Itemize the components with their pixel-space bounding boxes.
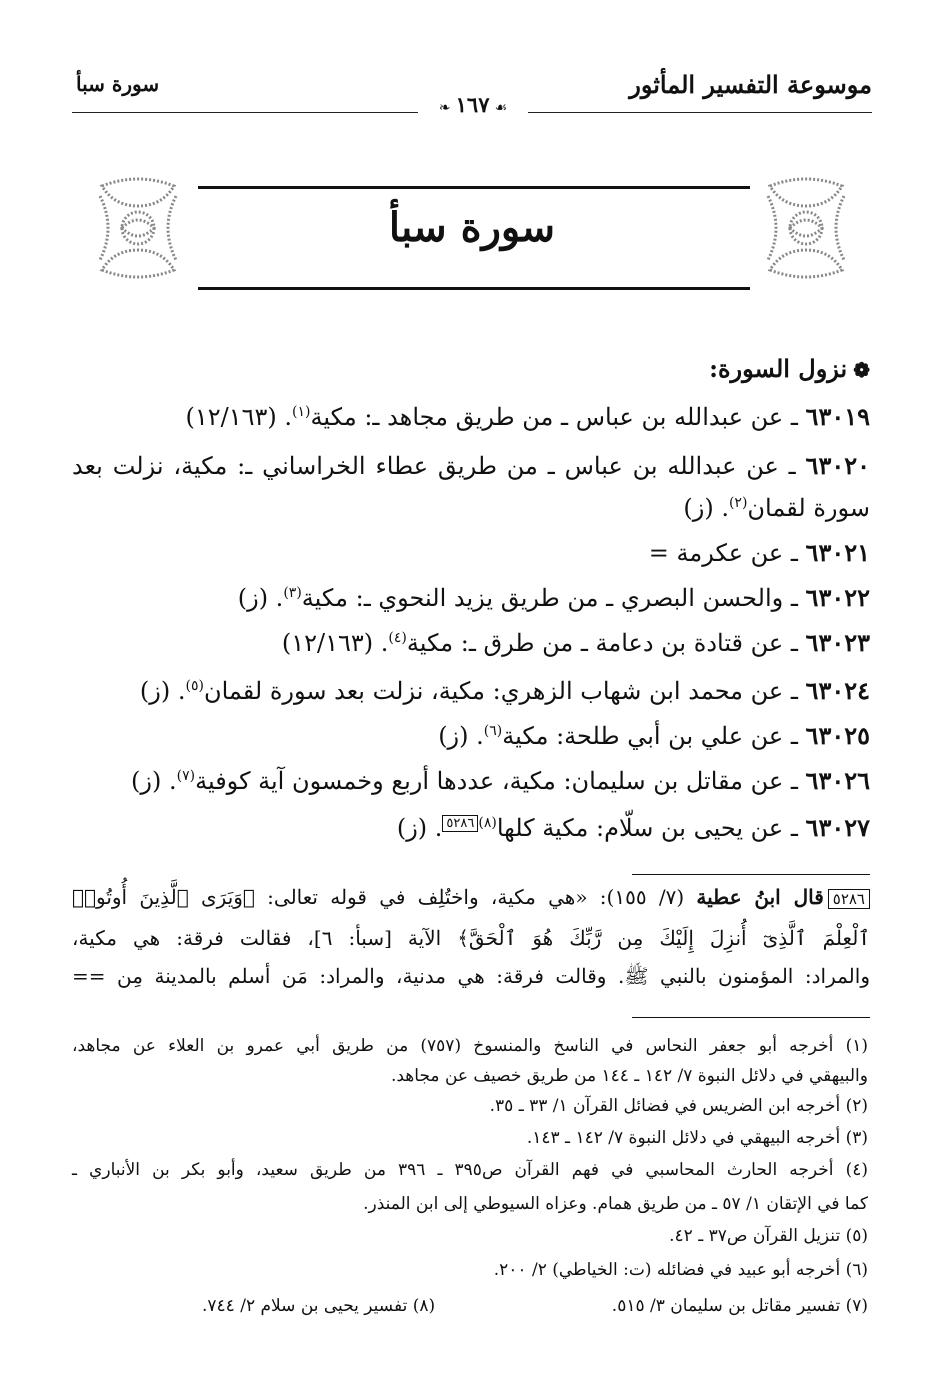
footnote: (٤) أخرجه الحارث المحاسبي في فهم القرآن ص٣٩٥ ـ ٣٩٦ من طريق سعيد، وأبو بكر بن الأنباري ـ: [72, 1160, 868, 1180]
narration-source: . (ز): [438, 722, 484, 750]
page-number: ١٦٧: [455, 92, 490, 117]
footnote: (٥) تنزيل القرآن ص٣٧ ـ ٤٢.: [669, 1226, 868, 1246]
narration-number: ٦٣٠٢٥: [805, 721, 870, 750]
commentary-line: [72, 962, 870, 990]
narration-source: . (١٢/١٦٣): [185, 403, 293, 431]
narration-number: ٦٣٠٢٧: [805, 813, 870, 842]
commentary-ref-box: ٥٢٨٦: [442, 815, 478, 832]
ornament-icon: ☙: [494, 99, 508, 116]
commentary-text: (٧/ ١٥٥): «هي مكية، واختُلِف في قوله تعالى: ﴿وَيَرَى ٱلَّذِينَ أُوتُوا۟: [72, 885, 697, 909]
narration-source: . (ز): [131, 767, 177, 795]
narration-source: . (ز): [683, 494, 729, 522]
narration-entry: [397, 813, 870, 843]
footnote: (٢) أخرجه ابن الضريس في فضائل القرآن ١/ ٣٣ ـ ٣٥.: [489, 1096, 868, 1116]
running-header-book-title: موسوعة التفسير المأثور: [629, 70, 872, 99]
narration-text: ـ عن يحيى بن سلّام: مكية كلها: [496, 814, 806, 842]
narration-text: ـ عن عبدالله بن عباس ـ من طريق مجاهد ـ: مكية: [310, 403, 806, 431]
title-band-top-rule: [198, 186, 750, 189]
ornament-icon: ❧: [438, 99, 451, 116]
narration-number: ٦٣٠٢٠: [805, 451, 870, 480]
narration-text: سورة لقمان: [747, 494, 870, 522]
footnote: (٨) تفسير يحيى بن سلام ٢/ ٧٤٤.: [202, 1296, 436, 1316]
narration-text: ـ عن عكرمة =: [648, 539, 806, 567]
narration-source: . (ز): [237, 584, 284, 612]
footnote-ref: (٥): [185, 678, 204, 694]
narration-number: ٦٣٠١٩: [805, 402, 870, 431]
narration-entry: [140, 676, 870, 706]
narration-text: ـ عن علي بن أبي طلحة: مكية: [502, 722, 806, 750]
surah-title: سورة سبأ: [388, 204, 556, 251]
narration-text: ـ عن قتادة بن دعامة ـ من طرق ـ: مكية: [406, 629, 806, 657]
footnote: (١) أخرجه أبو جعفر النحاس في الناسخ والمنسوخ (٧٥٧) من طريق أبي عمرو بن العلاء عن مجاهد،: [72, 1036, 869, 1056]
footnote-separator: [632, 1017, 870, 1018]
footnote: (٣) أخرجه البيهقي في دلائل النبوة ٧/ ١٤٢ ـ ١٤٣.: [526, 1128, 868, 1148]
commentary-line: [72, 883, 870, 913]
section-heading: ❁نزول السورة:: [709, 354, 870, 383]
narration-entry: [649, 538, 870, 568]
narration-source: . (ز): [139, 677, 186, 705]
title-band-bottom-rule: [198, 287, 750, 290]
narration-number: ٦٣٠٢٢: [805, 583, 870, 612]
footnote-ref: (٤): [388, 630, 407, 646]
commentary-author: قال ابنُ عطية: [696, 885, 824, 909]
arabesque-ornament-icon: [92, 176, 184, 280]
footnote: (٧) تفسير مقاتل بن سليمان ٣/ ٥١٥.: [611, 1296, 868, 1316]
flower-ornament-icon: ❁: [853, 358, 870, 382]
narration-continuation: [683, 493, 870, 523]
narration-source: . (ز): [396, 814, 443, 842]
footnote-continuation: والبيهقي في دلائل النبوة ٧/ ١٤٢ ـ ١٤٤ من طريق خصيف عن مجاهد.: [390, 1066, 868, 1086]
running-header-surah-name: سورة سبأ: [76, 72, 160, 96]
narration-entry: [282, 628, 870, 658]
commentary-line: [72, 924, 870, 952]
narration-text: ـ عن مقاتل بن سليمان: مكية، عددها أربع وخمسون آية كوفية: [195, 767, 806, 795]
footnote-continuation: كما في الإتقان ١/ ٥٧ ـ من طريق همام. وعزاه السيوطي إلى ابن المنذر.: [363, 1194, 868, 1214]
commentary-text: والمراد: المؤمنون بالنبي ﷺ. وقالت فرقة: هي مدنية، والمراد: مَن أسلم بالمدينة مِن ==: [72, 964, 870, 988]
narration-entry: [72, 451, 870, 481]
arabesque-ornament-icon: [760, 176, 852, 280]
narration-entry: [131, 766, 870, 796]
narration-number: ٦٣٠٢٣: [805, 628, 870, 657]
narration-text: ـ عن عبدالله بن عباس ـ من طريق عطاء الخراساني ـ: مكية، نزلت بعد: [72, 452, 806, 480]
footnote-ref: (٧): [176, 768, 196, 784]
narration-text: ـ عن محمد ابن شهاب الزهري: مكية، نزلت بعد سورة لقمان: [203, 677, 806, 705]
footnote-ref: (٦): [483, 723, 503, 739]
page-number-block: [418, 92, 528, 122]
footnote-ref: (٨): [478, 815, 497, 831]
narration-entry: [438, 721, 870, 751]
narration-source: . (١٢/١٦٣): [281, 629, 389, 657]
footnote-ref: (١): [292, 404, 311, 420]
narration-number: ٦٣٠٢١: [805, 538, 870, 567]
commentary-separator: [632, 874, 870, 875]
commentary-box-number: ٥٢٨٦: [828, 889, 870, 909]
footnote: (٦) أخرجه أبو عبيد في فضائله (ت: الخياطي) ٢/ ٢٠٠.: [493, 1260, 868, 1280]
narration-number: ٦٣٠٢٤: [805, 676, 870, 705]
footnote-ref: (٣): [283, 585, 302, 601]
footnote-ref: (٢): [728, 495, 748, 511]
commentary-text: ٱلْعِلْمَ ٱلَّذِىٓ أُنزِلَ إِلَيْكَ مِن رَّبِّكَ هُوَ ٱلْحَقَّ﴾ الآية [سبأ: ٦]، فقالت فرقة: هي مكية،: [72, 926, 871, 950]
narration-entry: [185, 402, 870, 432]
narration-text: ـ والحسن البصري ـ من طريق يزيد النحوي ـ: مكية: [301, 584, 806, 612]
narration-entry: [238, 583, 870, 613]
narration-number: ٦٣٠٢٦: [805, 766, 870, 795]
